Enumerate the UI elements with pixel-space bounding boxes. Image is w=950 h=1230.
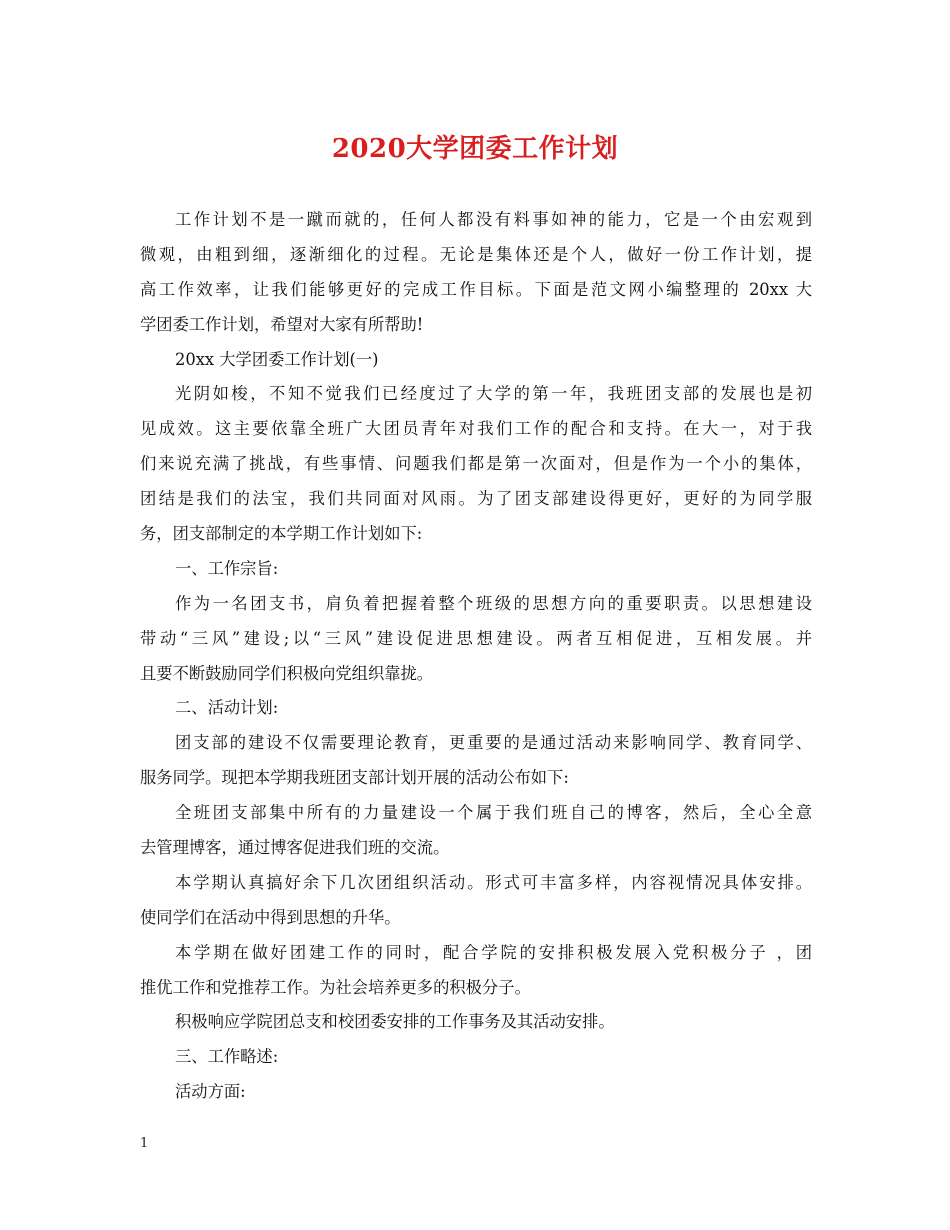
body-line: 活动方面: [175, 1082, 246, 1102]
body-line: 本学期认真搞好余下几次团组织活动。形式可丰富多样，内容视情况具体安排。 [175, 872, 812, 892]
body-line: 且要不断鼓励同学们积极向党组织靠拢。 [140, 663, 434, 683]
body-line: 微观，由粗到细，逐渐细化的过程。无论是集体还是个人，做好一份工作计划，提 [140, 244, 812, 264]
body-line: 作为一名团支书，肩负着把握着整个班级的思想方向的重要职责。以思想建设 [175, 593, 812, 613]
document-body [140, 203, 812, 1110]
body-line: 本学期在做好团建工作的同时，配合学院的安排积极发展入党积极分子 ，团 [175, 942, 812, 962]
body-line: 三、工作略述: [175, 1047, 279, 1067]
body-line: 全班团支部集中所有的力量建设一个属于我们班自己的博客，然后，全心全意 [175, 803, 812, 823]
body-line: 务，团支部制定的本学期工作计划如下: [140, 524, 423, 544]
body-line: 20xx 大学团委工作计划(一) [175, 349, 379, 369]
body-line: 去管理博客，通过博客促进我们班的交流。 [140, 838, 450, 858]
body-line: 光阴如梭，不知不觉我们已经度过了大学的第一年，我班团支部的发展也是初 [175, 384, 812, 404]
body-line: 见成效。这主要依靠全班广大团员青年对我们工作的配合和支持。在大一，对于我 [140, 419, 812, 439]
page-number: 1 [140, 1136, 149, 1151]
body-line: 学团委工作计划，希望对大家有所帮助! [140, 314, 424, 334]
body-line: 带动“三风”建设;以“三风”建设促进思想建设。两者互相促进，互相发展。并 [140, 628, 812, 648]
body-line: 团支部的建设不仅需要理论教育，更重要的是通过活动来影响同学、教育同学、 [175, 733, 812, 753]
body-line: 二、活动计划: [175, 698, 279, 718]
body-line: 一、工作宗旨: [175, 558, 279, 578]
body-line: 们来说充满了挑战，有些事情、问题我们都是第一次面对，但是作为一个小的集体， [140, 454, 812, 474]
body-line: 推优工作和党推荐工作。为社会培养更多的积极分子。 [140, 977, 531, 997]
body-line: 高工作效率，让我们能够更好的完成工作目标。下面是范文网小编整理的 20xx 大 [140, 279, 812, 299]
body-line: 积极响应学院团总支和校团委安排的工作事务及其活动安排。 [175, 1012, 615, 1032]
body-line: 工作计划不是一蹴而就的，任何人都没有料事如神的能力，它是一个由宏观到 [175, 210, 812, 229]
body-line: 使同学们在活动中得到思想的升华。 [140, 907, 401, 927]
body-line: 服务同学。现把本学期我班团支部计划开展的活动公布如下: [140, 768, 569, 788]
document-title: 2020大学团委工作计划 [331, 134, 619, 164]
body-line: 团结是我们的法宝，我们共同面对风雨。为了团支部建设得更好，更好的为同学服 [140, 489, 812, 509]
